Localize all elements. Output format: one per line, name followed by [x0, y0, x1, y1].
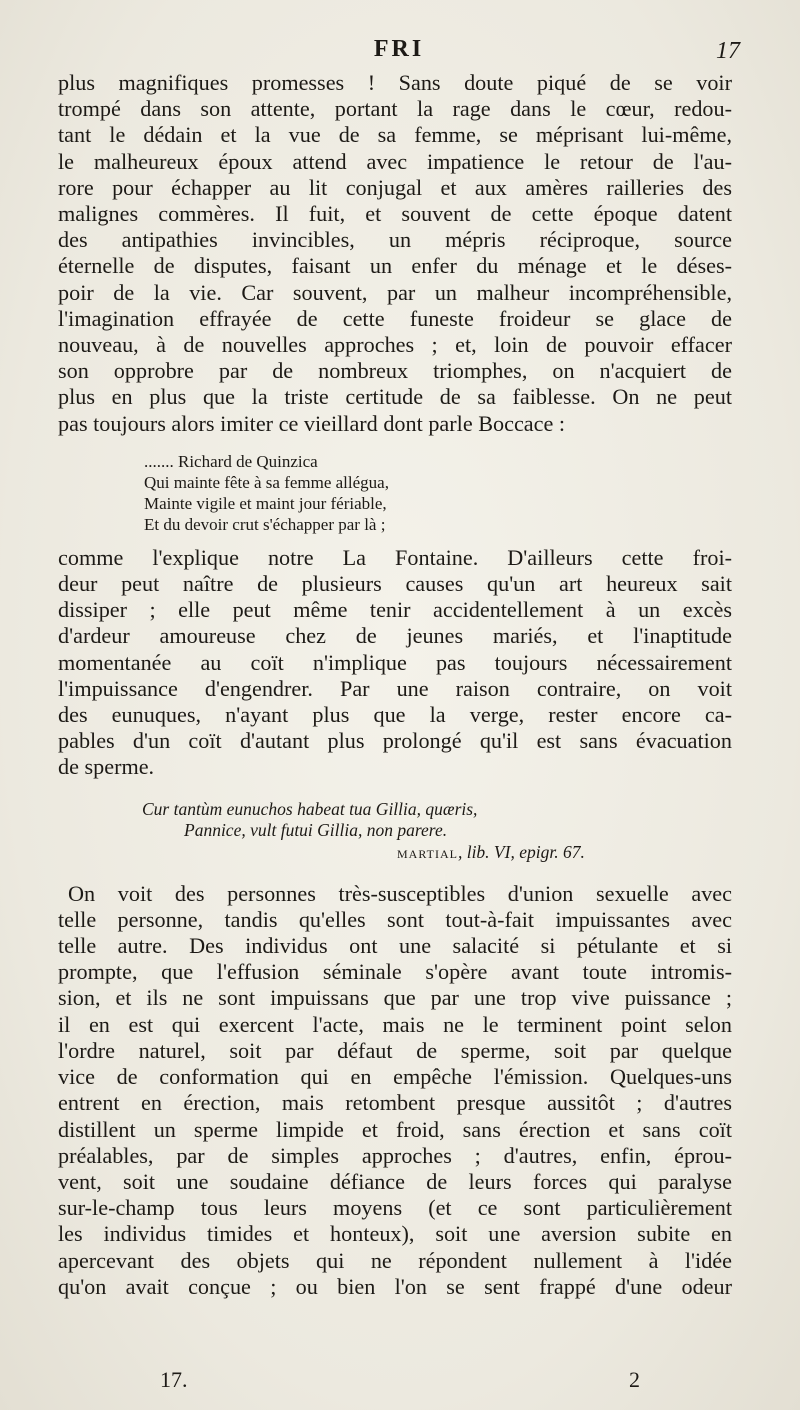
text-line: dissiper ; elle peut même tenir accidentellement à un excès — [58, 597, 732, 623]
text-line: plus en plus que la triste certitude de sa faiblesse. On ne peut — [58, 384, 732, 410]
text-line: les individus timides et honteux), soit une aversion subite en — [58, 1221, 732, 1247]
text-line: rore pour échapper au lit conjugal et aux amères railleries des — [58, 174, 732, 200]
verse-line: Cur tantùm eunuchos habeat tua Gillia, quæris, — [142, 798, 478, 819]
body-text — [58, 70, 732, 1300]
verse-line: Pannice, vult futui Gillia, non parere. — [184, 820, 448, 841]
text-line: prompte, que l'effusion séminale s'opère avant toute intromis- — [58, 959, 732, 985]
text-line: il en est qui exercent l'acte, mais ne le terminent point selon — [58, 1011, 732, 1037]
text-line: l'ordre naturel, soit par défaut de sperme, soit par quelque — [58, 1037, 732, 1063]
text-line: deur peut naître de plusieurs causes qu'un art heureux sait — [58, 571, 732, 597]
text-line: des eunuques, n'ayant plus que la verge, rester encore ca- — [58, 702, 732, 728]
text-line: pables d'un coït d'autant plus prolongé qu'il est sans évacuation — [58, 728, 732, 754]
text-line: tant le dédain et la vue de sa femme, se méprisant lui-même, — [58, 122, 732, 148]
paragraph-2 — [58, 545, 732, 781]
text-line: telle personne, tandis qu'elles sont tout-à-fait impuissantes avec — [58, 906, 732, 932]
text-line: apercevant des objets qui ne répondent nullement à l'idée — [58, 1247, 732, 1273]
text-line: vice de conformation qui en empêche l'émission. Quelques-uns — [58, 1064, 732, 1090]
verse-attribution — [397, 842, 732, 865]
attribution-author: MARTIAL — [397, 846, 458, 861]
text-line: trompé dans son attente, portant la rage dans le cœur, redou- — [58, 96, 732, 122]
text-line: l'imagination effrayée de cette funeste froideur se glace de — [58, 305, 732, 331]
verse-line: Mainte vigile et maint jour fériable, — [144, 493, 387, 513]
running-head: FRI — [373, 36, 425, 62]
page-number: 17 — [716, 38, 740, 64]
text-line: éternelle de disputes, faisant un enfer du ménage et le déses- — [58, 253, 732, 279]
signature-mark: 17. — [160, 1367, 188, 1392]
text-line: comme l'explique notre La Fontaine. D'ailleurs cette froi- — [58, 544, 732, 570]
text-line: On voit des personnes très-susceptibles d'union sexuelle avec — [68, 880, 732, 906]
verse-line: Et du devoir crut s'échapper par là ; — [144, 514, 386, 534]
text-line: momentanée au coït n'implique pas toujours nécessairement — [58, 649, 732, 675]
verse-line: Qui mainte fête à sa femme allégua, — [144, 472, 389, 492]
text-line: malignes commères. Il fuit, et souvent de cette époque datent — [58, 201, 732, 227]
text-line: le malheureux époux attend avec impatience le retour de l'au- — [58, 148, 732, 174]
text-line: sur-le-champ tous leurs moyens (et ce sont particulièrement — [58, 1195, 732, 1221]
paragraph-3 — [58, 881, 732, 1300]
text-line: sion, et ils ne sont impuissans que par une trop vive puissance ; — [58, 985, 732, 1011]
text-line: poir de la vie. Car souvent, par un malheur incompréhensible, — [58, 279, 732, 305]
gathering-number: 2 — [629, 1367, 640, 1392]
page-footer — [160, 1367, 640, 1397]
page-header — [58, 36, 740, 66]
text-line: nouveau, à de nouvelles approches ; et, loin de pouvoir effacer — [58, 332, 732, 358]
text-line: vent, soit une soudaine défiance de leurs forces qui paralyse — [58, 1168, 732, 1194]
text-line: d'ardeur amoureuse chez de jeunes mariés, et l'inaptitude — [58, 623, 732, 649]
text-line: pas toujours alors imiter ce vieillard dont parle Boccace : — [58, 410, 566, 436]
verse-quote-la-fontaine — [144, 451, 732, 535]
text-line: de sperme. — [58, 754, 155, 780]
text-line: qu'on avait conçue ; ou bien l'on se sent frappé d'une odeur — [58, 1273, 732, 1299]
text-line: l'impuissance d'engendrer. Par une raison contraire, on voit — [58, 675, 732, 701]
paragraph-1 — [58, 70, 732, 437]
text-line: distillent un sperme limpide et froid, sans érection et sans coït — [58, 1116, 732, 1142]
attribution-reference: , lib. VI, epigr. 67. — [457, 841, 585, 862]
text-line: son opprobre par de nombreux triomphes, on n'acquiert de — [58, 358, 732, 384]
verse-line: ....... Richard de Quinzica — [144, 451, 318, 471]
text-line: telle autre. Des individus ont une salacité si pétulante et si — [58, 933, 732, 959]
text-line: plus magnifiques promesses ! Sans doute piqué de se voir — [58, 70, 732, 95]
text-line: entrent en érection, mais retombent presque aussitôt ; d'autres — [58, 1090, 732, 1116]
text-line: des antipathies invincibles, un mépris réciproque, source — [58, 227, 732, 253]
text-line: préalables, par de simples approches ; d'autres, enfin, éprou- — [58, 1142, 732, 1168]
verse-quote-martial — [142, 799, 732, 865]
